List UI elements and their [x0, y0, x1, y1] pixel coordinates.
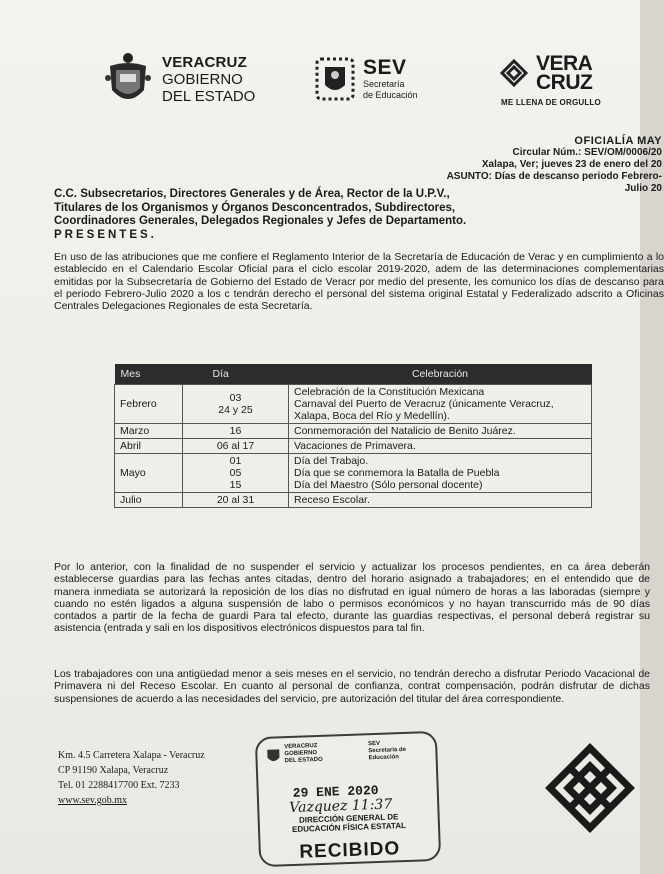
- office-block: [422, 135, 662, 195]
- celebration-text: Día del Trabajo.: [294, 455, 369, 467]
- table-header-row: [115, 364, 592, 385]
- footer-address: [58, 748, 205, 808]
- footer-street: Km. 4.5 Carretera Xalapa - Veracruz: [58, 750, 205, 761]
- stamp-gob: VERACRUZ GOBIERNO DEL ESTADO: [284, 743, 323, 765]
- presentes: PRESENTES.: [54, 228, 157, 241]
- header-day: Día: [183, 364, 289, 385]
- month-cell: Mayo: [115, 454, 183, 493]
- table-row: [115, 439, 592, 454]
- circular-number: Circular Núm.: SEV/OM/0006/20: [512, 147, 662, 158]
- celebration-text: Vacaciones de Primavera.: [294, 440, 416, 452]
- day-value: 05: [229, 467, 242, 479]
- stamp-signature: Vazquez 11:37: [289, 796, 393, 817]
- table-row: [115, 424, 592, 439]
- month-cell: Abril: [115, 439, 183, 454]
- paragraph-eligibility: Los trabajadores con una antigüedad menor a seis meses en el servicio, no tendrán derecho a disfrutar Periodo Vacacional de Primavera ni del Receso Escolar. En cuanto al personal de confianza, contrat compensación, podrán disfrutar de dichas suspensiones de acuerdo a las necesidades del servicio, pre autorización del titular del área correspondiente.: [54, 668, 650, 705]
- day-value: 03: [229, 392, 242, 404]
- sev-line-1: Secretaría: [363, 79, 405, 89]
- subject-line: ASUNTO: Días de descanso periodo Febrero- Julio 20: [446, 171, 662, 194]
- sev-emblem-icon: [313, 55, 357, 103]
- addressee-line-3: Coordinadores Generales, Delegados Regionales y Jefes de Departamento.: [54, 215, 467, 227]
- place-date: Xalapa, Ver; jueves 23 de enero del 20: [481, 159, 662, 170]
- table-row: [115, 454, 592, 493]
- table-row: [115, 493, 592, 508]
- day-value: 24 y 25: [218, 404, 253, 416]
- veracruz-motto: ME LLENA DE ORGULLO: [501, 98, 601, 107]
- header-celebration: Celebración: [289, 364, 592, 385]
- day-value: 15: [229, 479, 242, 491]
- stamp-date: 29 ENE 2020: [292, 782, 379, 801]
- stamp-direction-line-1: DIRECCIÓN GENERAL DE: [298, 812, 399, 825]
- footer-phone: Tel. 01 2288417700 Ext. 7233: [58, 780, 180, 791]
- footer-url[interactable]: www.sev.gob.mx: [58, 795, 127, 806]
- gobierno-line-2: GOBIERNO: [162, 70, 243, 88]
- celebration-text: Carnaval del Puerto de Veracruz (únicamente Veracruz, Xalapa, Boca del Río y Medellín).: [294, 398, 554, 422]
- celebration-text: Día que se conmemora la Batalla de Puebla: [294, 467, 500, 479]
- stamp-coat-icon: [265, 746, 282, 765]
- paragraph-guards: Por lo anterior, con la finalidad de no suspender el servicio y actualizar los procesos pendientes, en ca área deberán establecerse guardias para las fechas antes citadas, dentro del horario asignado a trabajadores; en el entendido que de manera inmediata se autorizará la reposición de los días no disfrutad en igual número de horas a las laboradas (siempre y cuando no estén ligados a alguna suspensión de labo o permisos económicos y no hayan transcurrido más de 90 días contados a partir de la fecha de guardi Para tal efecto, durante las guardias respectivas, el personal deberá registrar su asistencia (entrada y sali en los dispositivos electrónicos dispuestos para tal fin.: [54, 561, 650, 635]
- addressee-line-2: Titulares de los Organismos y Órganos Desconcentrados, Subdirectores,: [54, 201, 456, 214]
- table-row: [115, 385, 592, 424]
- celebration-cell: [289, 454, 592, 493]
- day-cell: [183, 493, 289, 508]
- celebration-cell: [289, 439, 592, 454]
- gobierno-line-3: DEL ESTADO: [162, 87, 256, 105]
- veracruz-logo: [498, 54, 638, 107]
- day-cell: [183, 424, 289, 439]
- celebration-text: Conmemoración del Natalicio de Benito Juárez.: [294, 425, 516, 437]
- gobierno-logo: [104, 50, 255, 108]
- coat-of-arms-icon: [104, 50, 152, 108]
- footer-cp: CP 91190 Xalapa, Veracruz: [58, 765, 169, 776]
- addressees: [54, 188, 614, 242]
- stamp-sev: SEV Secretaría de Educación: [367, 740, 407, 762]
- holidays-table: [114, 364, 592, 508]
- paragraph-intro: En uso de las atribuciones que me confiere el Reglamento Interior de la Secretaría de Educación de Verac y en cumplimiento a lo establecido en el Calendario Escolar Oficial para el ciclo escolar 2019-2020, adem de las determinaciones complementarias emitidas por la Subsecretaría de Gobierno del Estado de Veracr por medio del presente, les comunico los días de descanso para el periodo Febrero-Julio 2020 a los c tendrán derecho el personal del sistema original Estatal y Federalizado adscrito a Oficinas Centrales Delegaciones Regionales de esta Secretaría.: [54, 251, 664, 313]
- celebration-text: Celebración de la Constitución Mexicana: [294, 386, 485, 398]
- celebration-cell: [289, 424, 592, 439]
- month-cell: Febrero: [115, 385, 183, 424]
- day-cell: [183, 439, 289, 454]
- day-cell: [183, 454, 289, 493]
- month-cell: Julio: [115, 493, 183, 508]
- celebration-text: Día del Maestro (Sólo personal docente): [294, 479, 483, 491]
- veracruz-word-2: CRUZ: [536, 71, 593, 94]
- header-month: Mes: [115, 364, 183, 385]
- gobierno-line-1: VERACRUZ: [162, 53, 247, 71]
- stamp-received: RECIBIDO: [299, 838, 401, 863]
- sev-name: SEV: [363, 56, 407, 79]
- veracruz-word-1: VERA: [536, 52, 593, 75]
- stamp-direction-line-2: EDUCACIÓN FÍSICA ESTATAL: [291, 820, 407, 834]
- day-value: 16: [229, 425, 242, 437]
- sev-line-2: de Educación: [363, 90, 418, 100]
- knot-icon: [498, 57, 530, 89]
- celebration-cell: [289, 385, 592, 424]
- gobierno-text: [162, 54, 255, 105]
- celebration-text: Receso Escolar.: [294, 494, 370, 506]
- addressee-line-1: C.C. Subsecretarios, Directores Generales y de Área, Rector de la U.P.V.,: [54, 188, 450, 200]
- office-title: OFICIALÍA MAY: [574, 135, 662, 147]
- veracruz-knot-icon: [544, 742, 636, 834]
- received-stamp: [255, 731, 441, 867]
- celebration-cell: [289, 493, 592, 508]
- day-value: 01: [229, 455, 242, 467]
- day-cell: [183, 385, 289, 424]
- month-cell: Marzo: [115, 424, 183, 439]
- sev-logo: [313, 55, 418, 103]
- day-value: 06 al 17: [216, 440, 255, 452]
- day-value: 20 al 31: [216, 494, 255, 506]
